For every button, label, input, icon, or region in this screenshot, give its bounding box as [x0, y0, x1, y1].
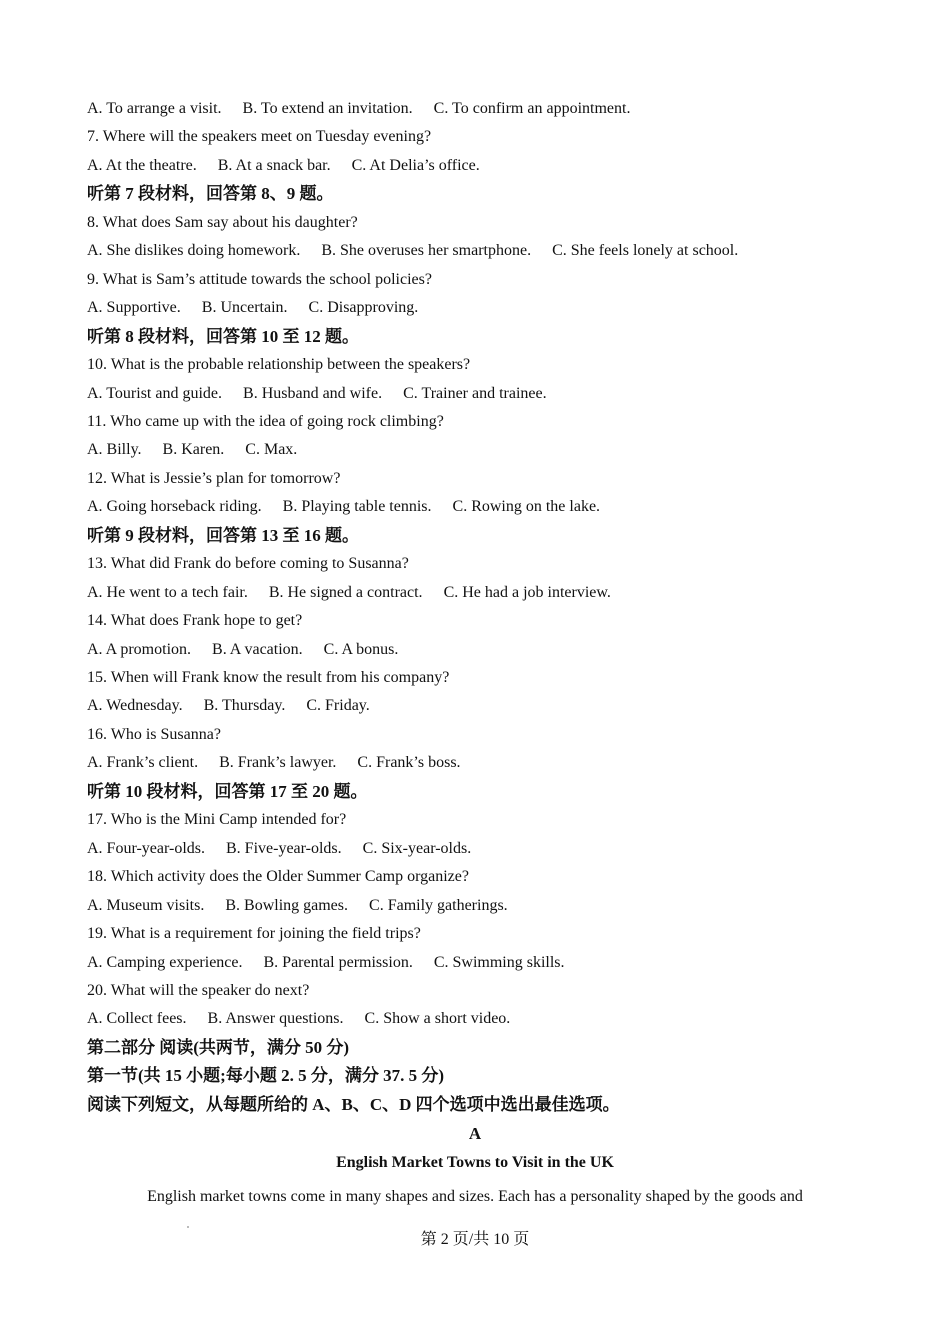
answer-option-c: C. Trainer and trainee.	[403, 384, 547, 402]
answer-options	[87, 156, 480, 176]
section-heading: 第一节(共 15 小题;每小题 2. 5 分，满分 37. 5 分)	[87, 1066, 444, 1086]
answer-option-b: B. Thursday.	[203, 697, 286, 715]
answer-options	[87, 1009, 510, 1029]
section-heading: 听第 10 段材料，回答第 17 至 20 题。	[87, 781, 368, 801]
answer-option-c: C. A bonus.	[323, 640, 399, 658]
question-text: 17. Who is the Mini Camp intended for?	[87, 811, 347, 829]
answer-option-c: C. Swimming skills.	[433, 953, 565, 971]
answer-option-b: B. Husband and wife.	[243, 384, 383, 402]
answer-option-a: A. Tourist and guide.	[87, 384, 223, 402]
answer-option-b: B. Playing table tennis.	[282, 498, 432, 516]
answer-option-c: C. She feels lonely at school.	[552, 242, 739, 260]
answer-option-c: C. Max.	[245, 441, 298, 459]
question-text: 10. What is the probable relationship between the speakers?	[87, 356, 471, 374]
answer-option-a: A. To arrange a visit.	[87, 100, 222, 117]
section-heading: 听第 8 段材料，回答第 10 至 12 题。	[87, 326, 359, 346]
answer-option-a: A. Camping experience.	[87, 953, 243, 971]
answer-option-a: A. A promotion.	[87, 640, 192, 658]
answer-option-c: C. He had a job interview.	[443, 583, 611, 601]
answer-options	[87, 839, 471, 859]
question-text: 8. What does Sam say about his daughter?	[87, 213, 358, 231]
answer-option-b: B. A vacation.	[212, 640, 303, 658]
answer-option-c: C. Disapproving.	[308, 299, 419, 317]
answer-option-b: B. Bowling games.	[225, 896, 349, 914]
question-text: 20. What will the speaker do next?	[87, 981, 310, 999]
question-text: 13. What did Frank do before coming to Susanna?	[87, 555, 409, 573]
answer-option-b: B. Answer questions.	[207, 1010, 344, 1028]
answer-option-a: A. Going horseback riding.	[87, 498, 262, 516]
answer-options	[87, 497, 600, 517]
question-text: 15. When will Frank know the result from his company?	[87, 669, 450, 686]
answer-option-c: C. Rowing on the lake.	[452, 498, 601, 516]
answer-option-a: A. Museum visits.	[87, 896, 205, 914]
answer-option-c: C. Show a short video.	[364, 1010, 511, 1028]
question-text: 18. Which activity does the Older Summer Camp organize?	[87, 868, 469, 886]
answer-option-c: C. Friday.	[306, 697, 370, 715]
answer-option-c: C. Six-year-olds.	[362, 839, 472, 857]
answer-option-b: B. He signed a contract.	[268, 583, 423, 601]
answer-options	[87, 953, 565, 973]
answer-options	[87, 241, 738, 261]
page-footer: 第 2 页/共 10 页	[420, 1231, 530, 1248]
answer-option-a: A. At the theatre.	[87, 156, 197, 174]
answer-option-c: C. Family gatherings.	[369, 896, 508, 914]
section-heading: 第二部分 阅读(共两节，满分 50 分)	[87, 1037, 350, 1057]
answer-option-b: B. Parental permission.	[263, 953, 413, 971]
article-first-line: English market towns come in many shapes and sizes. Each has a personality shaped by the goods and	[147, 1188, 803, 1205]
answer-option-b: B. Frank’s lawyer.	[219, 754, 337, 772]
answer-options	[87, 696, 370, 716]
question-text: 16. Who is Susanna?	[87, 725, 221, 743]
answer-option-a: A. Supportive.	[87, 299, 181, 317]
answer-options	[87, 753, 461, 773]
question-text: 9. What is Sam’s attitude towards the school policies?	[87, 270, 432, 288]
answer-options	[87, 384, 547, 404]
answer-options	[87, 583, 611, 603]
answer-option-a: A. He went to a tech fair.	[87, 583, 248, 601]
answer-option-c: C. At Delia’s office.	[351, 156, 480, 174]
section-letter: A	[468, 1124, 482, 1143]
question-text: 7. Where will the speakers meet on Tuesday evening?	[87, 128, 432, 146]
answer-option-b: B. Five-year-olds.	[226, 839, 342, 857]
answer-option-a: A. Billy.	[87, 441, 142, 459]
question-text: 14. What does Frank hope to get?	[87, 612, 303, 630]
answer-option-b: B. At a snack bar.	[217, 156, 331, 174]
answer-option-a: A. Frank’s client.	[87, 754, 199, 772]
answer-options	[87, 640, 398, 660]
answer-option-b: B. She overuses her smartphone.	[321, 242, 532, 260]
answer-option-b: B. Karen.	[162, 441, 225, 459]
answer-option-a: A. She dislikes doing homework.	[87, 242, 301, 260]
article-title: English Market Towns to Visit in the UK	[336, 1154, 614, 1171]
answer-options	[87, 99, 630, 119]
question-text: 19. What is a requirement for joining the field trips?	[87, 925, 421, 943]
answer-option-a: A. Wednesday.	[87, 697, 183, 715]
answer-option-a: A. Four-year-olds.	[87, 839, 205, 857]
answer-option-b: B. Uncertain.	[201, 299, 288, 317]
answer-options	[87, 896, 508, 916]
question-text: 12. What is Jessie’s plan for tomorrow?	[87, 469, 341, 487]
answer-option-b: B. To extend an invitation.	[242, 100, 413, 117]
question-text: 11. Who came up with the idea of going rock climbing?	[87, 412, 444, 430]
answer-options	[87, 298, 418, 318]
answer-option-c: C. To confirm an appointment.	[433, 100, 631, 117]
section-heading: 听第 7 段材料，回答第 8、9 题。	[87, 184, 334, 204]
answer-options	[87, 440, 297, 460]
answer-option-c: C. Frank’s boss.	[357, 754, 461, 772]
section-heading: 阅读下列短文，从每题所给的 A、B、C、D 四个选项中选出最佳选项。	[87, 1094, 620, 1114]
answer-option-a: A. Collect fees.	[87, 1010, 187, 1028]
section-heading: 听第 9 段材料，回答第 13 至 16 题。	[87, 525, 359, 545]
